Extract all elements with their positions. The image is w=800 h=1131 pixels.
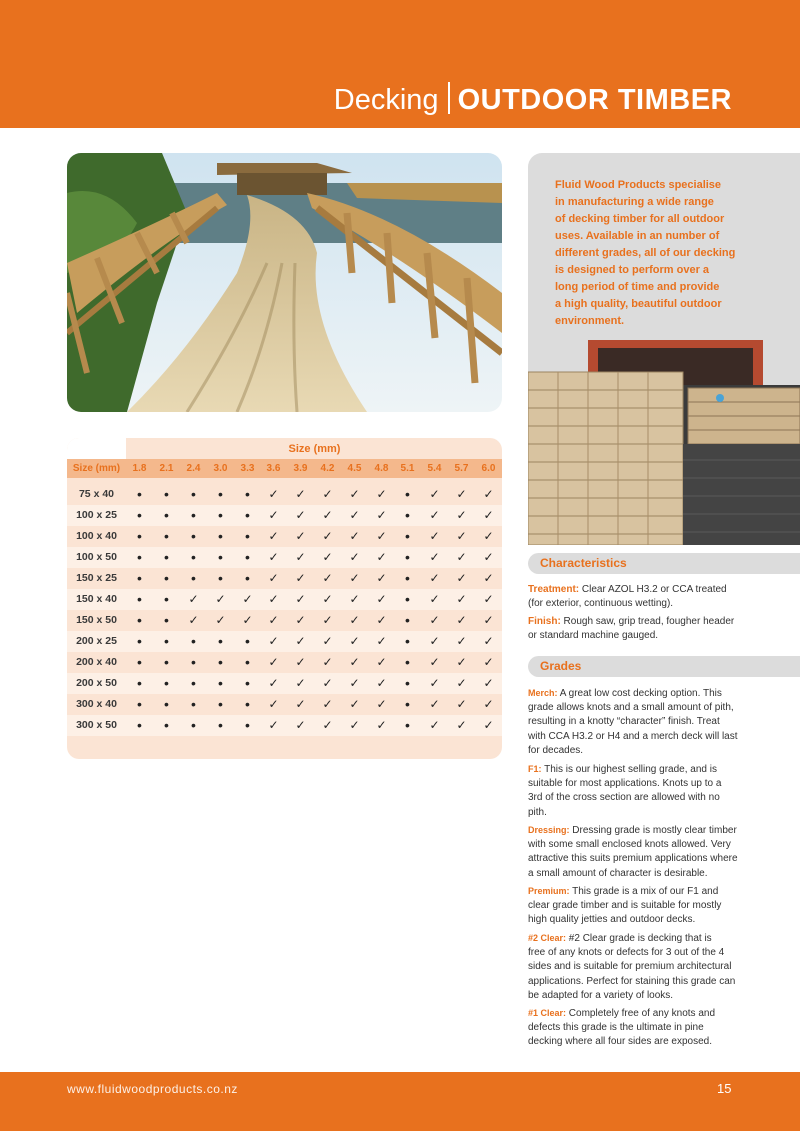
availability-check: ✓ xyxy=(376,571,387,585)
availability-check: ✓ xyxy=(456,676,467,690)
availability-dot: • xyxy=(218,675,223,691)
availability-check: ✓ xyxy=(456,655,467,669)
availability-check: ✓ xyxy=(376,697,387,711)
availability-dot: • xyxy=(245,675,250,691)
availability-dot: • xyxy=(164,507,169,523)
availability-dot: • xyxy=(191,696,196,712)
availability-check: ✓ xyxy=(322,571,333,585)
length-header: 1.8 xyxy=(132,463,147,474)
availability-check: ✓ xyxy=(429,655,440,669)
availability-dot: • xyxy=(405,507,410,523)
timber-stack-photo xyxy=(528,340,800,545)
availability-dot: • xyxy=(164,717,169,733)
availability-dot: • xyxy=(164,528,169,544)
availability-check: ✓ xyxy=(456,613,467,627)
availability-dot: • xyxy=(164,696,169,712)
availability-check: ✓ xyxy=(376,592,387,606)
grade-paragraph xyxy=(528,884,743,928)
page-number: 15 xyxy=(717,1081,732,1096)
availability-check: ✓ xyxy=(268,529,279,543)
availability-dot: • xyxy=(164,549,169,565)
grade-text: This is our highest selling grade, and is xyxy=(541,764,717,775)
availability-check: ✓ xyxy=(483,571,494,585)
availability-dot: • xyxy=(137,570,142,586)
availability-dot: • xyxy=(218,486,223,502)
availability-check: ✓ xyxy=(349,529,360,543)
grade-label: #2 Clear: xyxy=(528,933,567,943)
table-caption: Size (mm) xyxy=(288,443,341,455)
availability-dot: • xyxy=(245,654,250,670)
intro-line: is designed to perform over a xyxy=(555,264,710,276)
availability-check: ✓ xyxy=(376,634,387,648)
table-row xyxy=(67,505,502,526)
availability-check: ✓ xyxy=(429,676,440,690)
availability-dot: • xyxy=(137,654,142,670)
page-title xyxy=(334,82,732,118)
availability-dot: • xyxy=(164,570,169,586)
table-corner xyxy=(67,438,126,459)
row-size-label: 100 x 40 xyxy=(76,530,117,542)
availability-dot: • xyxy=(245,717,250,733)
intro-line: uses. Available in an number of xyxy=(555,230,720,242)
table-row xyxy=(67,589,502,610)
grade-paragraph xyxy=(528,931,743,1003)
availability-dot: • xyxy=(137,486,142,502)
website-link[interactable]: www.fluidwoodproducts.co.nz xyxy=(67,1082,238,1096)
availability-check: ✓ xyxy=(349,718,360,732)
row-size-label: 200 x 40 xyxy=(76,656,117,668)
availability-dot: • xyxy=(405,570,410,586)
grade-text: high quality jetties and outdoor decks. xyxy=(528,914,696,926)
footer-band xyxy=(0,1072,800,1131)
availability-dot: • xyxy=(405,549,410,565)
availability-check: ✓ xyxy=(456,550,467,564)
availability-check: ✓ xyxy=(429,697,440,711)
treatment-text: Clear AZOL H3.2 or CCA treated xyxy=(579,584,727,595)
table-row xyxy=(67,673,502,694)
availability-dot: • xyxy=(218,549,223,565)
availability-dot: • xyxy=(245,633,250,649)
row-header-label: Size (mm) xyxy=(72,463,121,474)
intro-line: of decking timber for all outdoor xyxy=(555,213,725,225)
availability-check: ✓ xyxy=(429,571,440,585)
availability-check: ✓ xyxy=(322,592,333,606)
availability-dot: • xyxy=(218,717,223,733)
intro-line: in manufacturing a wide range xyxy=(555,196,714,208)
grades-heading: Grades xyxy=(540,659,582,673)
availability-check: ✓ xyxy=(456,718,467,732)
availability-check: ✓ xyxy=(322,508,333,522)
intro-text xyxy=(555,177,775,330)
availability-check: ✓ xyxy=(295,550,306,564)
availability-check: ✓ xyxy=(349,508,360,522)
grade-text: be adapted for a variety of looks. xyxy=(528,989,674,1001)
availability-check: ✓ xyxy=(268,571,279,585)
intro-line: environment. xyxy=(555,315,625,327)
table-row xyxy=(67,631,502,652)
intro-line: Fluid Wood Products specialise xyxy=(555,179,722,191)
grade-text: clear grade timber and is suitable for mostly xyxy=(528,900,722,912)
treatment-paragraph xyxy=(528,583,743,611)
availability-check: ✓ xyxy=(376,718,387,732)
availability-dot: • xyxy=(137,675,142,691)
length-header: 2.1 xyxy=(159,463,174,474)
availability-dot: • xyxy=(164,612,169,628)
availability-check: ✓ xyxy=(456,634,467,648)
availability-dot: • xyxy=(245,549,250,565)
availability-check: ✓ xyxy=(295,676,306,690)
grade-text: decking where all four sides are exposed. xyxy=(528,1036,712,1048)
availability-dot: • xyxy=(191,486,196,502)
grade-text: free of any knots or defects for 3 out of the 4 xyxy=(528,947,725,959)
availability-check: ✓ xyxy=(376,508,387,522)
table-row xyxy=(67,484,502,505)
availability-dot: • xyxy=(137,717,142,733)
grade-label: Merch: xyxy=(528,688,558,698)
availability-dot: • xyxy=(137,612,142,628)
availability-check: ✓ xyxy=(429,487,440,501)
availability-check: ✓ xyxy=(349,550,360,564)
availability-check: ✓ xyxy=(483,718,494,732)
availability-check: ✓ xyxy=(456,697,467,711)
availability-dot: • xyxy=(405,654,410,670)
availability-check: ✓ xyxy=(268,634,279,648)
row-size-label: 150 x 25 xyxy=(76,572,117,584)
availability-dot: • xyxy=(245,570,250,586)
availability-dot: • xyxy=(191,717,196,733)
grade-paragraph xyxy=(528,1006,743,1050)
availability-check: ✓ xyxy=(349,487,360,501)
availability-check: ✓ xyxy=(295,613,306,627)
length-header: 2.4 xyxy=(186,463,201,474)
availability-check: ✓ xyxy=(429,508,440,522)
availability-check: ✓ xyxy=(429,592,440,606)
availability-dot: • xyxy=(218,633,223,649)
availability-check: ✓ xyxy=(349,634,360,648)
availability-check: ✓ xyxy=(429,634,440,648)
availability-check: ✓ xyxy=(322,655,333,669)
availability-check: ✓ xyxy=(349,592,360,606)
availability-check: ✓ xyxy=(483,697,494,711)
length-header: 3.6 xyxy=(266,463,281,474)
availability-check: ✓ xyxy=(456,508,467,522)
availability-check: ✓ xyxy=(376,550,387,564)
length-header: 3.3 xyxy=(240,463,255,474)
finish-paragraph xyxy=(528,615,743,643)
availability-check: ✓ xyxy=(322,529,333,543)
availability-check: ✓ xyxy=(376,529,387,543)
availability-check: ✓ xyxy=(376,676,387,690)
grade-label: #1 Clear: xyxy=(528,1008,567,1018)
length-header: 3.0 xyxy=(213,463,228,474)
availability-check: ✓ xyxy=(295,529,306,543)
title-topic: OUTDOOR TIMBER xyxy=(457,84,732,116)
row-size-label: 200 x 25 xyxy=(76,635,117,647)
grade-label: F1: xyxy=(528,764,542,774)
length-header: 4.8 xyxy=(374,463,389,474)
grade-text: defects this grade is the ultimate in pine xyxy=(528,1022,704,1034)
availability-dot: • xyxy=(191,633,196,649)
availability-check: ✓ xyxy=(322,718,333,732)
availability-check: ✓ xyxy=(456,487,467,501)
row-size-label: 300 x 40 xyxy=(76,698,117,710)
availability-check: ✓ xyxy=(268,655,279,669)
availability-dot: • xyxy=(191,570,196,586)
availability-check: ✓ xyxy=(295,697,306,711)
grade-text: 3rd of the cross section are allowed with no xyxy=(528,792,720,804)
table-row xyxy=(67,694,502,715)
availability-check: ✓ xyxy=(188,613,199,627)
availability-dot: • xyxy=(218,696,223,712)
grade-text: Dressing grade is mostly clear timber xyxy=(569,825,737,836)
availability-check: ✓ xyxy=(268,697,279,711)
availability-check: ✓ xyxy=(295,592,306,606)
availability-check: ✓ xyxy=(295,571,306,585)
size-table xyxy=(67,438,502,759)
availability-check: ✓ xyxy=(295,655,306,669)
grade-text: suitable for most applications. Knots up to a xyxy=(528,778,722,790)
availability-dot: • xyxy=(137,591,142,607)
finish-text: or standard machine gauged. xyxy=(528,630,659,642)
title-divider xyxy=(448,82,450,114)
length-header: 5.1 xyxy=(400,463,415,474)
availability-dot: • xyxy=(191,528,196,544)
availability-dot: • xyxy=(191,549,196,565)
availability-check: ✓ xyxy=(429,613,440,627)
availability-dot: • xyxy=(405,696,410,712)
row-size-label: 200 x 50 xyxy=(76,677,117,689)
title-section: Decking xyxy=(333,84,439,116)
length-header: 5.7 xyxy=(454,463,469,474)
availability-dot: • xyxy=(137,507,142,523)
availability-check: ✓ xyxy=(483,676,494,690)
finish-label: Finish: xyxy=(528,616,561,627)
availability-check: ✓ xyxy=(349,613,360,627)
availability-dot: • xyxy=(405,591,410,607)
availability-check: ✓ xyxy=(295,487,306,501)
availability-dot: • xyxy=(191,507,196,523)
availability-check: ✓ xyxy=(376,613,387,627)
grade-paragraph xyxy=(528,823,743,881)
availability-check: ✓ xyxy=(322,676,333,690)
availability-check: ✓ xyxy=(483,529,494,543)
availability-dot: • xyxy=(137,528,142,544)
treatment-label: Treatment: xyxy=(528,584,580,595)
availability-check: ✓ xyxy=(483,634,494,648)
grade-label: Dressing: xyxy=(528,825,570,835)
availability-check: ✓ xyxy=(349,697,360,711)
grade-text: This grade is a mix of our F1 and xyxy=(569,886,719,897)
availability-check: ✓ xyxy=(349,676,360,690)
table-row xyxy=(67,547,502,568)
availability-check: ✓ xyxy=(349,571,360,585)
availability-dot: • xyxy=(245,507,250,523)
grade-text: A great low cost decking option. This xyxy=(557,688,722,699)
grade-text: Completely free of any knots and xyxy=(566,1008,716,1019)
availability-dot: • xyxy=(405,486,410,502)
availability-check: ✓ xyxy=(456,529,467,543)
availability-check: ✓ xyxy=(322,487,333,501)
grade-text: grade allows knots and a small amount of pith, xyxy=(528,702,734,714)
availability-check: ✓ xyxy=(268,487,279,501)
grade-paragraph xyxy=(528,762,743,820)
availability-check: ✓ xyxy=(429,718,440,732)
availability-dot: • xyxy=(245,486,250,502)
availability-check: ✓ xyxy=(268,508,279,522)
availability-check: ✓ xyxy=(376,487,387,501)
availability-check: ✓ xyxy=(322,550,333,564)
availability-check: ✓ xyxy=(483,592,494,606)
availability-check: ✓ xyxy=(483,550,494,564)
table-row xyxy=(67,715,502,736)
availability-check: ✓ xyxy=(322,634,333,648)
availability-dot: • xyxy=(164,633,169,649)
availability-dot: • xyxy=(164,654,169,670)
grade-text: with some small enclosed knots allowed. Very xyxy=(528,839,731,851)
availability-check: ✓ xyxy=(322,697,333,711)
availability-check: ✓ xyxy=(429,550,440,564)
grade-text: pith. xyxy=(528,806,547,818)
table-header-row xyxy=(67,459,502,478)
availability-check: ✓ xyxy=(322,613,333,627)
availability-check: ✓ xyxy=(483,508,494,522)
availability-check: ✓ xyxy=(268,613,279,627)
row-size-label: 100 x 50 xyxy=(76,551,117,563)
grade-text: resulting in a knotty “character” finish. Treat xyxy=(528,716,720,728)
availability-check: ✓ xyxy=(268,550,279,564)
grade-text: attractive this suits premium applications where xyxy=(528,853,738,865)
grade-text: sides and is suitable for premium architectural xyxy=(528,961,732,973)
availability-dot: • xyxy=(218,507,223,523)
grade-text: #2 Clear grade is decking that is xyxy=(566,933,712,944)
availability-dot: • xyxy=(191,654,196,670)
length-header: 5.4 xyxy=(427,463,442,474)
availability-check: ✓ xyxy=(295,508,306,522)
table-row xyxy=(67,526,502,547)
intro-line: long period of time and provide xyxy=(555,281,720,293)
availability-dot: • xyxy=(405,675,410,691)
availability-check: ✓ xyxy=(483,487,494,501)
header-band xyxy=(0,0,800,128)
availability-dot: • xyxy=(218,528,223,544)
availability-check: ✓ xyxy=(429,529,440,543)
grade-text: applications. Perfect for staining this grade can xyxy=(528,975,736,987)
availability-check: ✓ xyxy=(456,592,467,606)
availability-dot: • xyxy=(137,696,142,712)
availability-check: ✓ xyxy=(349,655,360,669)
row-size-label: 75 x 40 xyxy=(78,488,115,500)
availability-check: ✓ xyxy=(376,655,387,669)
availability-check: ✓ xyxy=(215,592,226,606)
availability-check: ✓ xyxy=(295,634,306,648)
boardwalk-photo xyxy=(67,153,502,412)
availability-dot: • xyxy=(405,612,410,628)
row-size-label: 100 x 25 xyxy=(76,509,117,521)
availability-dot: • xyxy=(137,549,142,565)
grade-text: with CCA H3.2 or H4 and a merch deck will last xyxy=(528,730,738,742)
availability-check: ✓ xyxy=(242,592,253,606)
availability-dot: • xyxy=(245,528,250,544)
table-row xyxy=(67,610,502,631)
availability-dot: • xyxy=(218,654,223,670)
grades-heading-bar xyxy=(528,656,800,677)
row-size-label: 150 x 50 xyxy=(76,614,117,626)
availability-dot: • xyxy=(164,591,169,607)
availability-dot: • xyxy=(164,486,169,502)
table-row xyxy=(67,652,502,673)
finish-text: Rough saw, grip tread, fougher header xyxy=(560,616,735,627)
grade-text: for decades. xyxy=(528,744,584,756)
characteristics-heading-bar xyxy=(528,553,800,574)
length-header: 6.0 xyxy=(481,463,496,474)
grade-paragraph xyxy=(528,686,743,758)
length-header: 4.5 xyxy=(347,463,362,474)
availability-check: ✓ xyxy=(483,655,494,669)
availability-check: ✓ xyxy=(268,718,279,732)
availability-check: ✓ xyxy=(188,592,199,606)
treatment-text: (for exterior, continuous wetting). xyxy=(528,598,674,610)
availability-check: ✓ xyxy=(483,613,494,627)
availability-check: ✓ xyxy=(268,676,279,690)
availability-dot: • xyxy=(191,675,196,691)
row-size-label: 150 x 40 xyxy=(76,593,117,605)
availability-dot: • xyxy=(405,528,410,544)
availability-check: ✓ xyxy=(456,571,467,585)
row-size-label: 300 x 50 xyxy=(76,719,117,731)
table-row xyxy=(67,568,502,589)
availability-dot: • xyxy=(137,633,142,649)
length-header: 3.9 xyxy=(293,463,308,474)
grade-text: a small amount of character is desirable. xyxy=(528,867,708,879)
availability-check: ✓ xyxy=(215,613,226,627)
intro-line: a high quality, beautiful outdoor xyxy=(555,298,722,310)
availability-check: ✓ xyxy=(295,718,306,732)
availability-dot: • xyxy=(164,675,169,691)
availability-dot: • xyxy=(218,570,223,586)
characteristics-heading: Characteristics xyxy=(540,556,627,570)
grade-label: Premium: xyxy=(528,886,570,896)
availability-dot: • xyxy=(405,633,410,649)
availability-dot: • xyxy=(245,696,250,712)
availability-dot: • xyxy=(405,717,410,733)
length-header: 4.2 xyxy=(320,463,335,474)
intro-line: different grades, all of our decking xyxy=(555,247,736,259)
availability-check: ✓ xyxy=(268,592,279,606)
availability-check: ✓ xyxy=(242,613,253,627)
